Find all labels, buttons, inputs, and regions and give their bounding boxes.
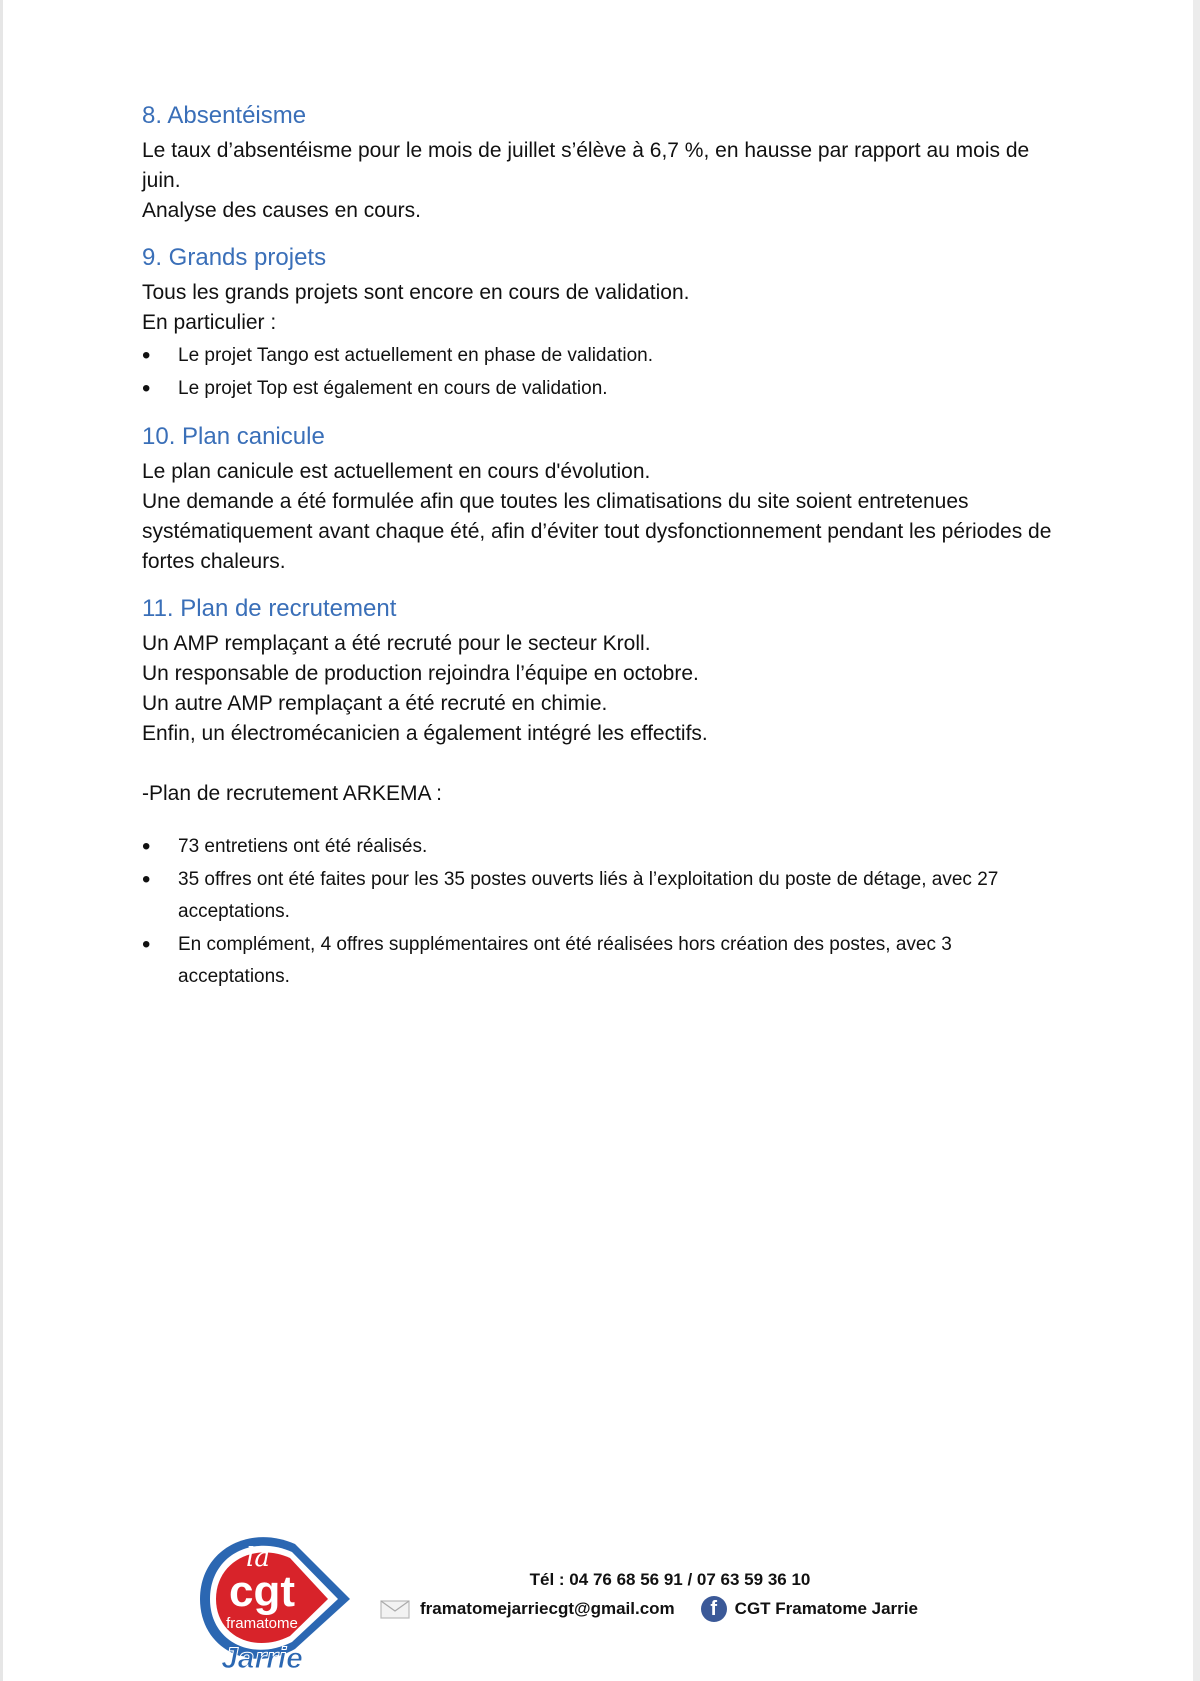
page-left-edge — [0, 0, 3, 1681]
section-grands-projets — [142, 242, 1062, 405]
section-heading: 8. Absentéisme — [142, 102, 307, 129]
subheading: -Plan de recrutement ARKEMA : — [142, 782, 442, 805]
paragraph: Un AMP remplaçant a été recruté pour le secteur Kroll. — [142, 632, 651, 655]
email-item — [380, 1598, 675, 1620]
list-item: • En complément, 4 offres supplémentaires ont été réalisées hors création des postes, avec 3 acceptations. — [142, 929, 1062, 993]
paragraph: Enfin, un électromécanicien a également intégré les effectifs. — [142, 722, 708, 745]
logo-la-text: la — [246, 1543, 270, 1573]
logo-site-text: Jarrie — [221, 1642, 303, 1674]
logo-company-text: framatome — [226, 1615, 298, 1632]
section-plan-canicule — [142, 421, 1062, 577]
facebook-item — [701, 1596, 918, 1622]
paragraph: Un autre AMP remplaçant a été recruté en chimie. — [142, 692, 608, 715]
paragraph: Tous les grands projets sont encore en cours de validation. — [142, 281, 690, 304]
facebook-icon: f — [701, 1596, 727, 1622]
section-heading: 9. Grands projets — [142, 244, 327, 271]
document-body — [142, 100, 1062, 1009]
list-item: • 73 entretiens ont été réalisés. — [142, 831, 1062, 863]
list-item: • Le projet Tango est actuellement en phase de validation. — [142, 340, 1062, 372]
spacer — [142, 749, 1062, 779]
facebook-page[interactable]: CGT Framatome Jarrie — [734, 1599, 918, 1618]
page-right-edge — [1193, 0, 1200, 1681]
bullet-list — [142, 340, 1062, 405]
section-plan-recrutement — [142, 593, 1062, 993]
email-address[interactable]: framatomejarriecgt@gmail.com — [420, 1599, 675, 1618]
cgt-logo — [180, 1524, 360, 1674]
contact-block — [380, 1570, 980, 1622]
paragraph: Le plan canicule est actuellement en cours d'évolution. — [142, 460, 651, 483]
section-heading: 11. Plan de recrutement — [142, 595, 397, 622]
section-absenteisme — [142, 100, 1062, 226]
bullet-list — [142, 831, 1062, 993]
paragraph: En particulier : — [142, 311, 277, 334]
contact-row — [380, 1596, 980, 1622]
logo-cgt-text: cgt — [229, 1567, 295, 1616]
paragraph: Une demande a été formulée afin que toutes les climatisations du site soient entretenues systématiquement avant chaque été, afin d’éviter tout dysfonctionnement pendant les périodes de fortes chaleurs. — [142, 490, 1052, 573]
section-heading: 10. Plan canicule — [142, 423, 325, 450]
phone-numbers: Tél : 04 76 68 56 91 / 07 63 59 36 10 — [529, 1570, 811, 1589]
page-footer — [0, 1520, 1200, 1680]
paragraph: Le taux d’absentéisme pour le mois de juillet s’élève à 6,7 %, en hausse par rapport au mois de juin. — [142, 139, 1030, 192]
paragraph: Analyse des causes en cours. — [142, 199, 421, 222]
mail-icon — [380, 1598, 410, 1620]
list-item: • 35 offres ont été faites pour les 35 postes ouverts liés à l’exploitation du poste de détage, avec 27 acceptations. — [142, 864, 1062, 928]
spacer — [142, 809, 1062, 829]
paragraph: Un responsable de production rejoindra l’équipe en octobre. — [142, 662, 699, 685]
list-item: • Le projet Top est également en cours de validation. — [142, 373, 1062, 405]
